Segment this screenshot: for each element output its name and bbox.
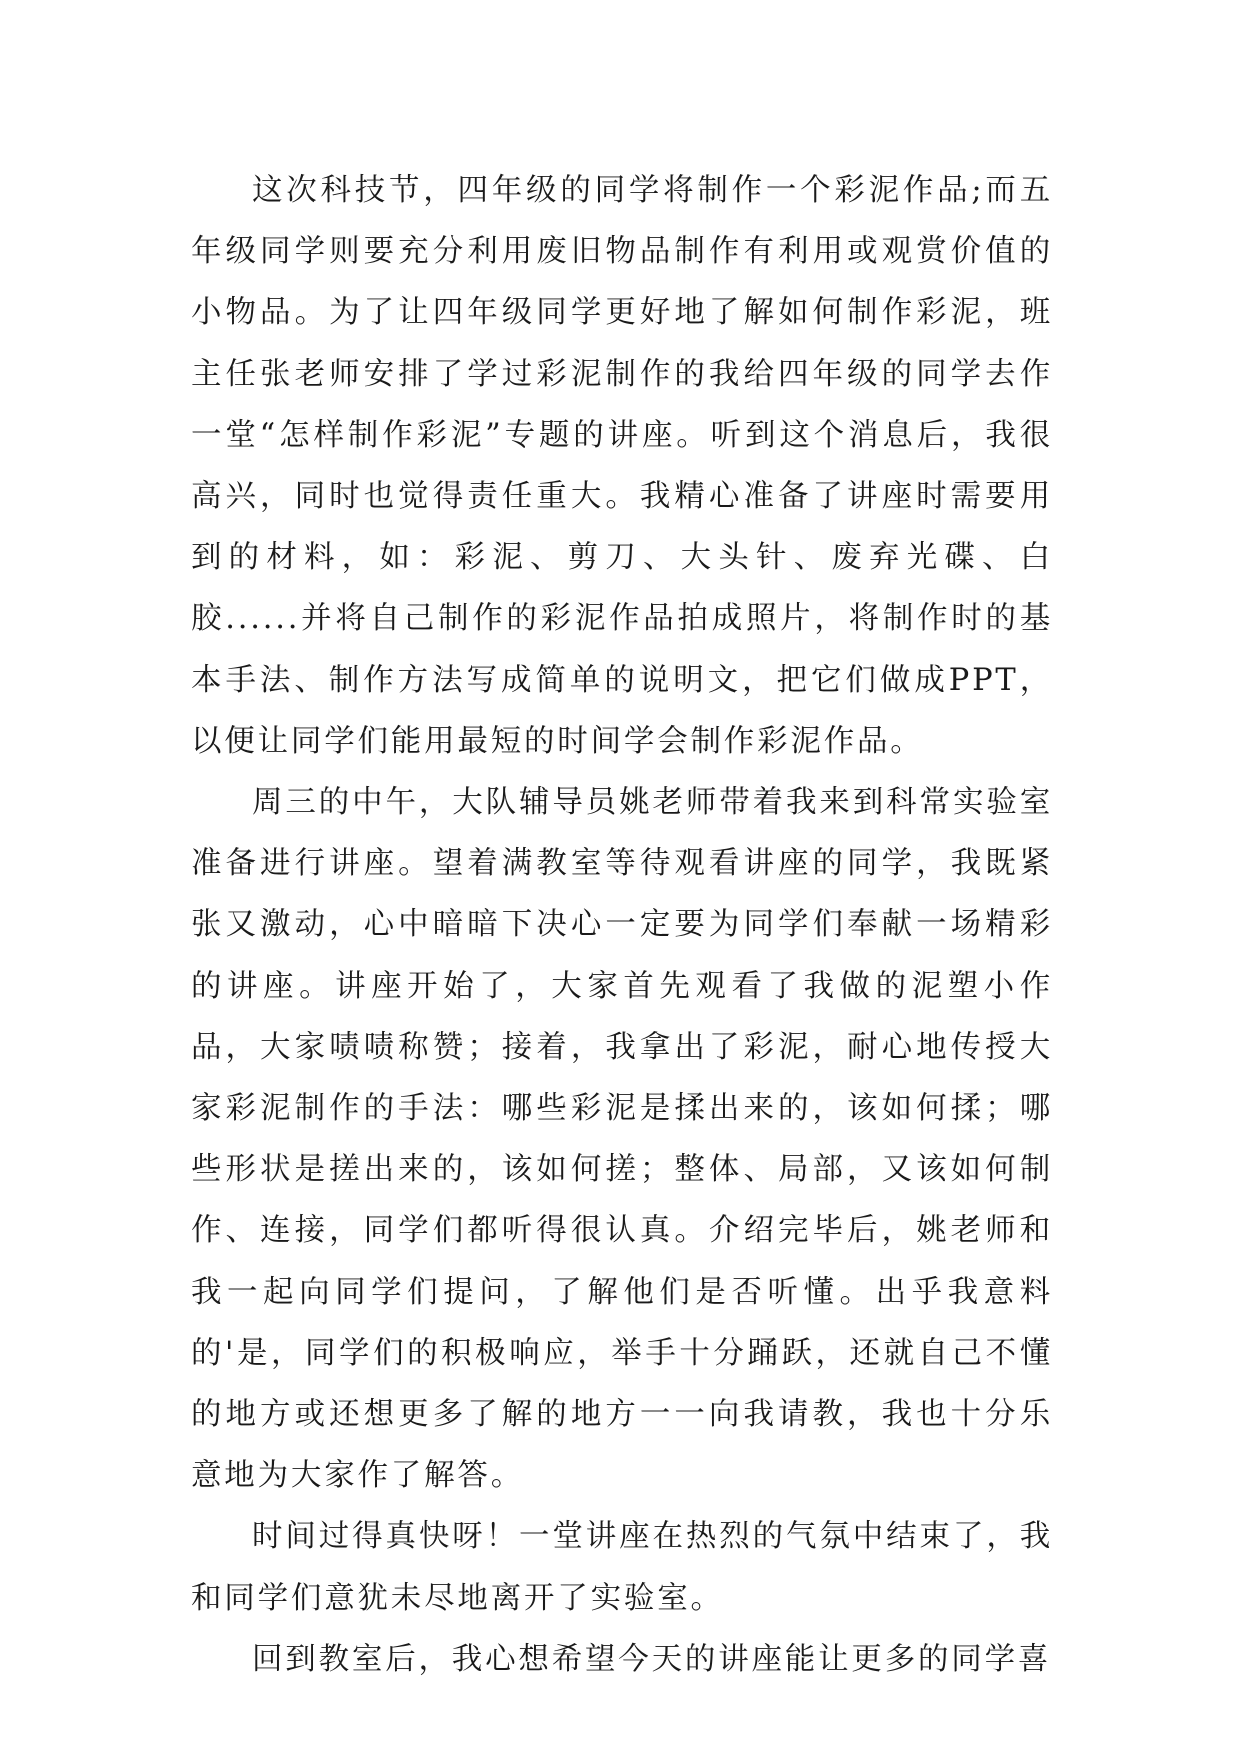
document-body bbox=[191, 160, 1053, 1690]
paragraph-3: 时间过得真快呀！一堂讲座在热烈的气氛中结束了，我和同学们意犹未尽地离开了实验室。 bbox=[191, 1519, 1053, 1616]
paragraph-1: 这次科技节，四年级的同学将制作一个彩泥作品;而五年级同学则要充分利用废旧物品制作有利用或观赏价值的小物品。为了让四年级同学更好地了解如何制作彩泥，班主任张老师安排了学过彩泥制作的我给四年级的同学去作一堂“怎样制作彩泥”专题的讲座。听到这个消息后，我很高兴，同时也觉得责任重大。我精心准备了讲座时需要用到的材料，如：彩泥、剪刀、大头针、废弃光碟、白胶......并将自己制作的彩泥作品拍成照片，将制作时的基本手法、制作方法写成简单的说明文，把它们做成PPT，以便让同学们能用最短的时间学会制作彩泥作品。 bbox=[191, 173, 1053, 759]
paragraph-4: 回到教室后，我心想希望今天的讲座能让更多的同学喜 bbox=[252, 1641, 1052, 1677]
paragraph-2: 周三的中午，大队辅导员姚老师带着我来到科常实验室准备进行讲座。望着满教室等待观看讲座的同学，我既紧张又激动，心中暗暗下决心一定要为同学们奉献一场精彩的讲座。讲座开始了，大家首先观看了我做的泥塑小作品，大家啧啧称赞；接着，我拿出了彩泥，耐心地传授大家彩泥制作的手法：哪些彩泥是揉出来的，该如何揉；哪些形状是搓出来的，该如何搓；整体、局部，又该如何制作、连接，同学们都听得很认真。介绍完毕后，姚老师和我一起向同学们提问，了解他们是否听懂。出乎我意料的'是，同学们的积极响应，举手十分踊跃，还就自己不懂的地方或还想更多了解的地方一一向我请教，我也十分乐意地为大家作了解答。 bbox=[191, 785, 1053, 1494]
